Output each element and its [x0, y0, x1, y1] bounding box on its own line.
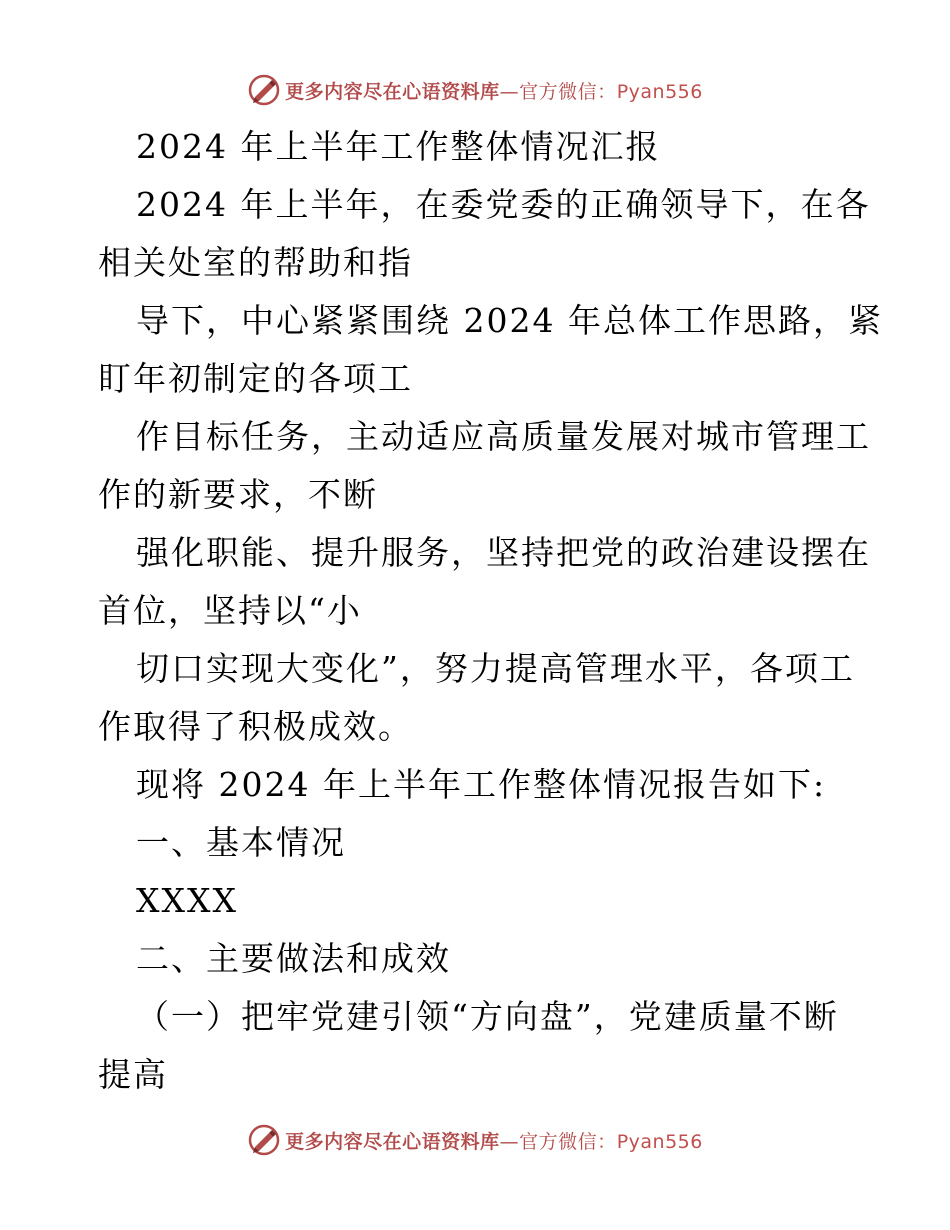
document-line: （一）把牢党建引领“方向盘”，党建质量不断	[136, 997, 839, 1036]
document-line: 2024 年上半年，在委党委的正确领导下，在各	[136, 185, 871, 224]
document-line: 二、主要做法和成效	[136, 939, 451, 978]
brand-logo-icon	[247, 73, 281, 107]
document-line: 现将 2024 年上半年工作整体情况报告如下:	[136, 765, 827, 804]
banner-wechat-id: Pyan556	[616, 1130, 703, 1153]
banner-dash: —	[499, 1130, 520, 1153]
banner-main-text: 更多内容尽在心语资料库	[285, 80, 500, 103]
document-line: 首位，坚持以“小	[98, 591, 362, 630]
banner-wechat-label: 官方微信：	[519, 1130, 617, 1153]
banner-dash: —	[499, 80, 520, 103]
banner-wechat-label: 官方微信：	[519, 80, 617, 103]
document-line: 2024 年上半年工作整体情况汇报	[136, 127, 661, 166]
header-banner	[0, 70, 950, 110]
document-line: 提高	[98, 1055, 168, 1094]
document-line: 作取得了积极成效。	[98, 707, 413, 746]
footer-banner	[0, 1120, 950, 1160]
document-line: 作的新要求，不断	[98, 475, 378, 514]
document-body	[98, 118, 883, 1104]
document-line: 一、基本情况	[136, 823, 346, 862]
banner-main-text: 更多内容尽在心语资料库	[285, 1130, 500, 1153]
document-line: 相关处室的帮助和指	[98, 243, 413, 282]
document-line: 切口实现大变化”，努力提高管理水平，各项工	[136, 649, 855, 688]
document-line: 强化职能、提升服务，坚持把党的政治建设摆在	[136, 533, 871, 572]
document-line: 导下，中心紧紧围绕 2024 年总体工作思路，紧	[136, 301, 883, 340]
document-line: 作目标任务，主动适应高质量发展对城市管理工	[136, 417, 871, 456]
document-line: XXXX	[136, 881, 238, 920]
banner-wechat-id: Pyan556	[616, 80, 703, 103]
brand-logo-icon	[247, 1123, 281, 1157]
document-line: 盯年初制定的各项工	[98, 359, 413, 398]
